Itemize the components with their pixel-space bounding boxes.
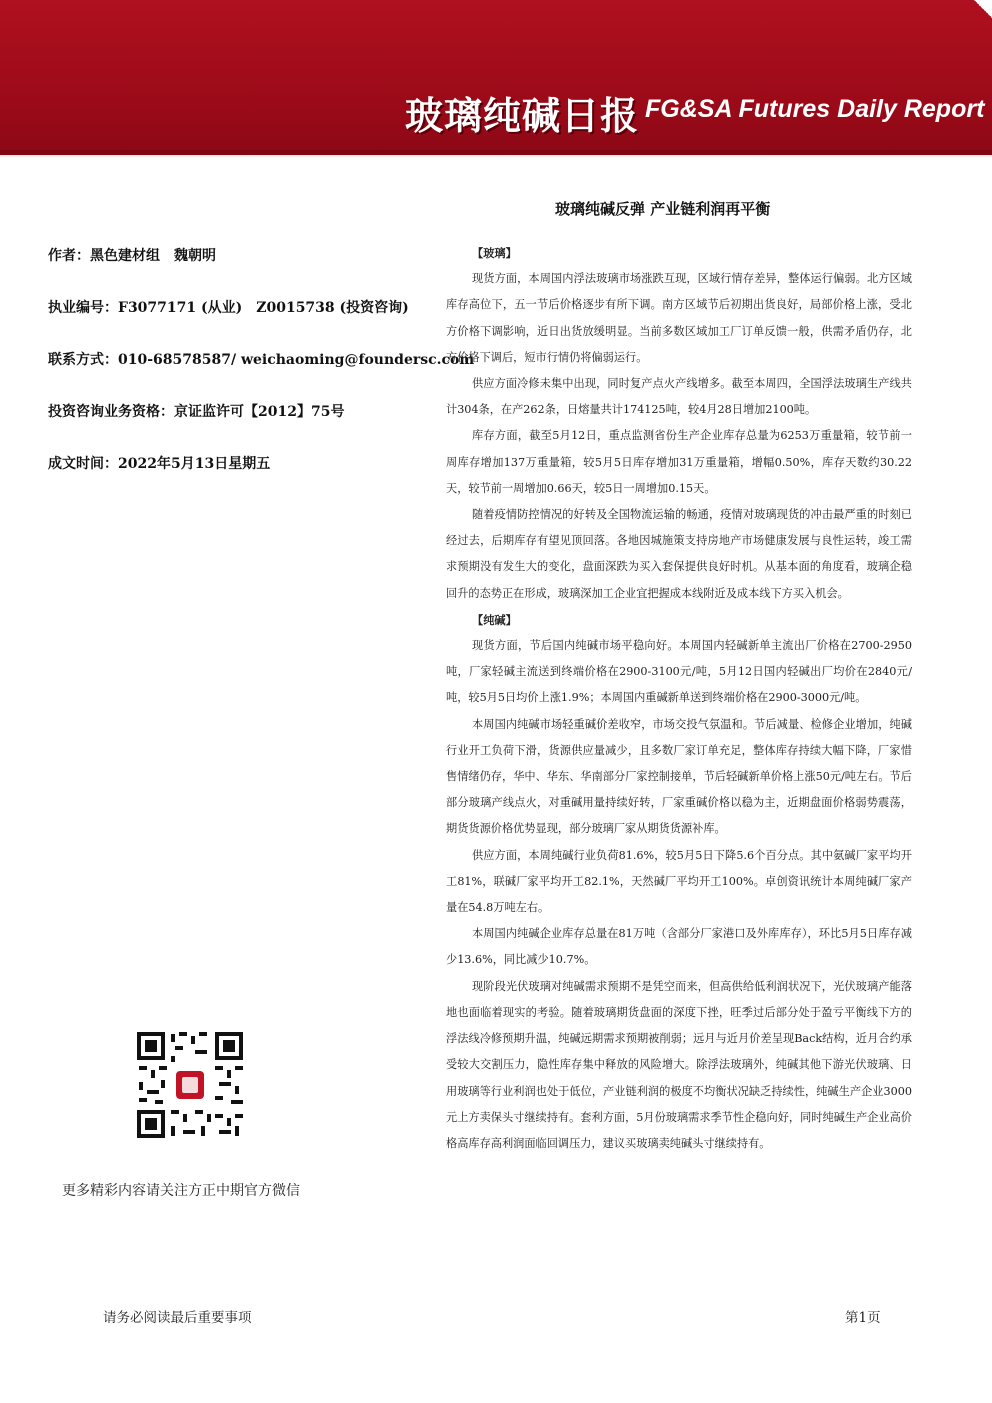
paragraph: 供应方面，本周纯碱行业负荷81.6%，较5月5日下降5.6个百分点。其中氨碱厂家平均开工81%，联碱厂家平均开工82.1%，天然碱厂平均开工100%。卓创资讯统计本周纯碱厂家产量在54.8万吨左右。 <box>446 848 912 915</box>
paragraph: 现货方面，本周国内浮法玻璃市场涨跌互现，区域行情存差异，整体运行偏弱。北方区域库存高位下，五一节后价格逐步有所下调。南方区域节后初期出货良好，局部价格上涨，受北方价格下调影响，近日出货放缓明显。当前多数区域加工厂订单反馈一般，供需矛盾仍存，北方价格下调后，短市行情仍将偏弱运行。 <box>446 272 912 364</box>
paragraph: 库存方面，截至5月12日，重点监测省份生产企业库存总量为6253万重量箱，较节前一周库存增加137万重量箱，较5月5日库存增加31万重量箱，增幅0.50%，库存天数约30.22天，较节前一周增加0.66天，较5日一周增加0.15天。 <box>446 429 912 495</box>
paragraph: 现阶段光伏玻璃对纯碱需求预期不是凭空而来，但高供给低利润状况下，光伏玻璃产能落地也面临着现实的考验。随着玻璃期货盘面的深度下挫，旺季过后部分处于盈亏平衡线下方的浮法线冷修预期升温，纯碱远期需求预期被削弱；远月与近月价差呈现Back结构，近月合约承受较大交割压力，隐性库存集中释放的风险增大。除浮法玻璃外，纯碱其他下游光伏玻璃、日用玻璃等行业利润也处于低位，产业链利润的极度不均衡状况缺乏持续性，纯碱生产企业3000元上方卖保头寸继续持有。套利方面，5月份玻璃需求季节性企稳向好，同时纯碱生产企业高价格高库存高利润面临回调压力，建议买玻璃卖纯碱头寸继续持有。 <box>446 979 912 1150</box>
qualification-line: 投资咨询业务资格：京证监许可【2012】75号 <box>48 404 345 420</box>
paragraph: 随着疫情防控情况的好转及全国物流运输的畅通，疫情对玻璃现货的冲击最严重的时刻已经过去，后期库存有望见顶回落。各地因城施策支持房地产市场健康发展与良性运转，竣工需求预期没有发生大的变化，盘面深跌为买入套保提供良好时机。从基本面的角度看，玻璃企稳回升的态势正在形成，玻璃深加工企业宜把握成本线附近及成本线下方买入机会。 <box>446 508 912 600</box>
article-body <box>446 240 912 1157</box>
footer-notice: 请务必阅读最后重要事项 <box>103 1310 252 1326</box>
section-heading: 【玻璃】 <box>472 246 517 260</box>
author-line: 作者：黑色建材组 魏朝明 <box>48 248 216 264</box>
report-series-title: 玻璃纯碱日报 <box>405 94 640 138</box>
paragraph: 本周国内纯碱市场轻重碱价差收窄，市场交投气氛温和。节后减量、检修企业增加，纯碱行业开工负荷下滑，货源供应量减少，且多数厂家订单充足，整体库存持续大幅下降，厂家惜售情绪仍存，华中、华东、华南部分厂家控制接单，节后轻碱新单价格上涨50元/吨左右。节后部分玻璃产线点火，对重碱用量持续好转，厂家重碱价格以稳为主，近期盘面价格弱势震荡，期货货源价格优势显现，部分玻璃厂家从期货货源补库。 <box>446 717 912 836</box>
contact-line: 联系方式：010-68578587/ weichaoming@foundersc.com <box>48 352 475 368</box>
qr-code-placeholder[interactable] <box>135 1030 245 1140</box>
header-shadow <box>0 150 992 158</box>
qr-caption: 更多精彩内容请关注方正中期官方微信 <box>62 1183 300 1199</box>
page-number: 第1页 <box>845 1310 881 1326</box>
paragraph: 供应方面冷修未集中出现，同时复产点火产线增多。截至本周四，全国浮法玻璃生产线共计304条，在产262条，日熔量共计174125吨，较4月28日增加2100吨。 <box>446 377 912 417</box>
license-line: 执业编号：F3077171 (从业) Z0015738 (投资咨询) <box>48 300 409 316</box>
section-heading: 【纯碱】 <box>472 612 517 627</box>
report-series-title-en: FG&SA Futures Daily Report <box>645 95 985 123</box>
report-title: 玻璃纯碱反弹 产业链利润再平衡 <box>555 200 771 218</box>
paragraph: 现货方面，节后国内纯碱市场平稳向好。本周国内轻碱新单主流出厂价格在2700-2950吨，厂家轻碱主流送到终端价格在2900-3100元/吨，5月12日国内轻碱出厂均价在2840元/吨，较5月5日均价上涨1.9%；本周国内重碱新单送到终端价格在2900-3000元/吨。 <box>446 639 912 705</box>
paragraph: 本周国内纯碱企业库存总量在81万吨（含部分厂家港口及外库库存），环比5月5日库存减少13.6%，同比减少10.7%。 <box>446 927 912 967</box>
date-line: 成文时间：2022年5月13日星期五 <box>48 456 271 472</box>
